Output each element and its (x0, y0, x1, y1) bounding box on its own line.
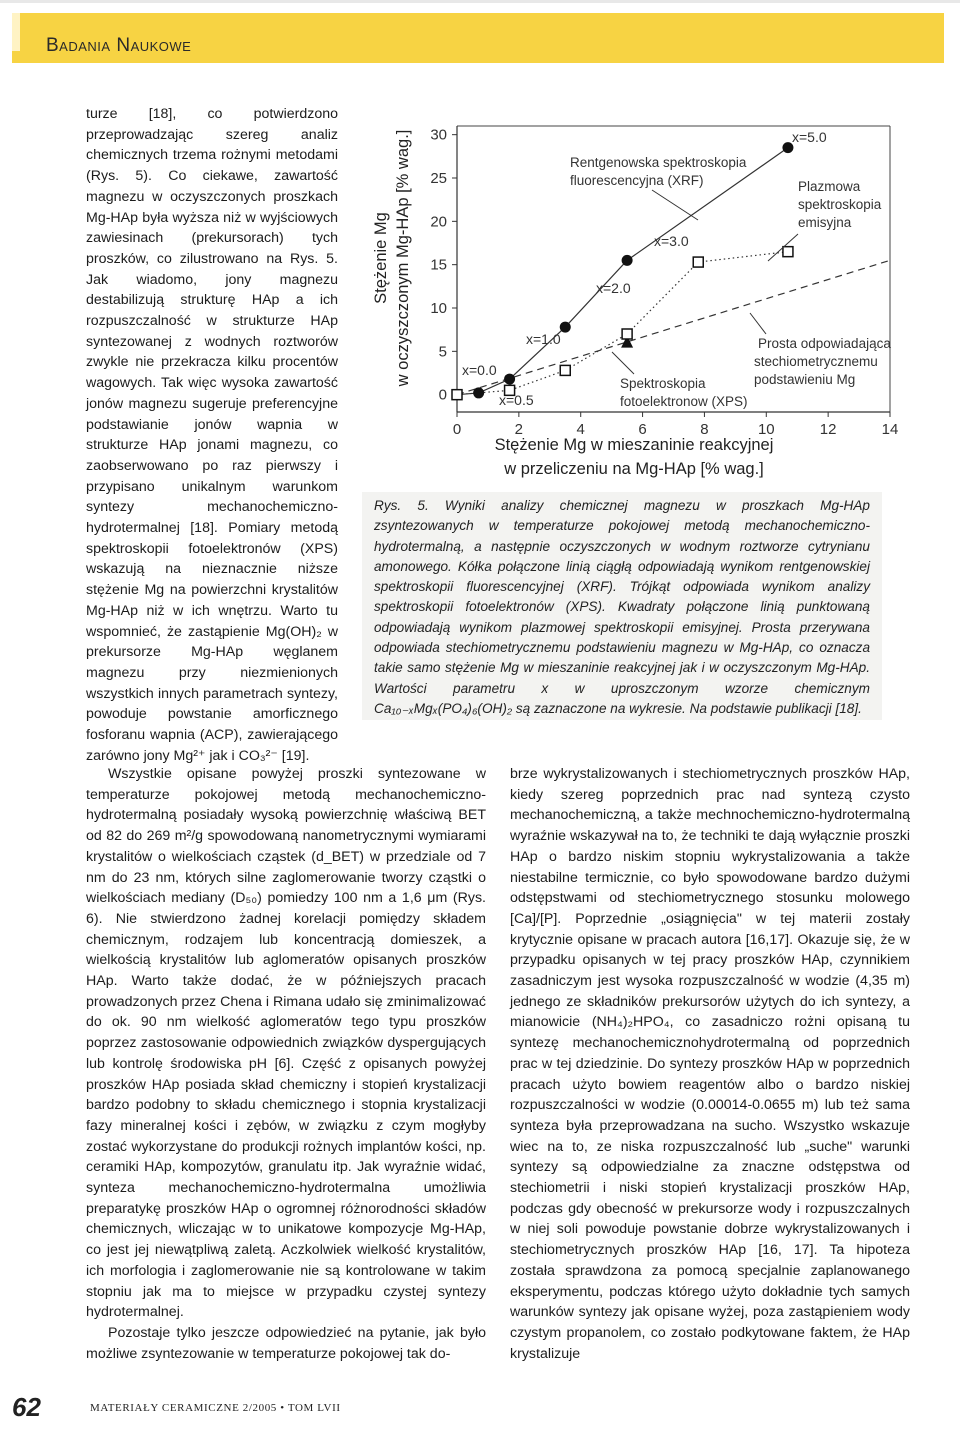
xrf-point (622, 255, 633, 266)
xrf-label-line1: Rentgenowska spektroskopia (570, 155, 747, 170)
x-axis-label-line1: Stężenie Mg w mieszaninie reakcyjnej (494, 436, 774, 454)
series-line-2 (457, 252, 788, 395)
figure-caption: Rys. 5. Wyniki analizy chemicznej magnezu w proszkach Mg-HAp zsyntezowanych w temperaturze pokojowej metodą mechanochemiczno-hydrotermalną, a następnie oczyszczonych w wodnym roztworze cytrynianu amonowego. Kółka połączone linią ciągłą odpowiadają wynikom rentgenowskiej spektroskopii fluorescencyjnej (XRF). Trójkąt odpowiada wynikom analizy spektroskopii fotoelektronów (XPS). Kwadraty połączone linią punktowaną odpowiadają wynikom plazmowej spektroskopii emisyjnej. Prosta przerywana odpowiada stechiometrycznemu podstawieniu magnezu w Mg-HAp, co oznacza takie samo stężenie Mg w mieszaninie reakcyjnej jak i w oczyszczonym Mg-HAp. Wartości parametru x w uproszczonym wzorze chemicznym Ca₁₀₋ₓMgₓ(PO₄)₆(OH)₂ są zaznaczone na wykresie. Na podstawie publikacji [18]. (374, 498, 870, 716)
left-column-bottom-text (86, 764, 486, 1364)
page-number: 62 (12, 1392, 41, 1422)
chart-svg (362, 108, 899, 488)
x-value-label: x=2.0 (596, 280, 631, 296)
xrf-leader (652, 190, 698, 220)
header-mark (12, 13, 20, 51)
x-tick-label: 14 (881, 421, 899, 438)
icp-label-line1: Plazmowa (798, 179, 861, 194)
x-tick-label: 4 (576, 421, 585, 438)
icp-point (622, 329, 632, 339)
x-axis-label-line2: w przeliczeniu na Mg-HAp [% wag.] (504, 460, 764, 478)
xps-leader (612, 352, 634, 374)
x-tick-label: 8 (700, 421, 709, 438)
y-tick-label: 15 (430, 256, 447, 274)
left-column-top-text (86, 104, 338, 767)
stoich-leader (750, 313, 766, 334)
icp-point (783, 247, 793, 257)
y-axis-label-line2: w oczyszczonym Mg-HAp [% wag.] (394, 129, 412, 387)
xrf-point (504, 374, 515, 385)
y-tick-label: 5 (438, 343, 447, 361)
stoich-label-line1: Prosta odpowiadająca (758, 336, 891, 351)
y-tick-label: 20 (430, 213, 447, 231)
xrf-label-line2: fluorescencyjna (XRF) (570, 173, 704, 188)
x-tick-label: 0 (452, 421, 462, 438)
icp-label-line2: spektroskopia (798, 197, 882, 212)
xrf-point (473, 387, 484, 398)
y-tick-label: 0 (438, 386, 447, 404)
y-tick-label: 25 (430, 170, 447, 187)
xps-label-line1: Spektroskopia (620, 376, 706, 391)
x-tick-label: 6 (638, 421, 647, 438)
x-tick-label: 12 (819, 421, 837, 438)
figure-caption-box (362, 492, 882, 720)
icp-label-line3: emisyjna (798, 215, 852, 230)
journal-name: MATERIAŁY CERAMICZNE 2/2005 • TOM LVII (90, 1402, 341, 1414)
y-axis-label-line1: Stężenie Mg (372, 212, 390, 304)
xrf-point (560, 322, 571, 333)
top-rule (0, 0, 960, 3)
paragraph: Wszystkie opisane powyżej proszki syntezowane w temperaturze pokojowej metodą mechanochemiczno-hydrotermalną posiadały wysoką powierzchnię właściwą BET od 82 do 269 m²/g spowodowaną nanometrycznymi wymiarami krystalitów o wielkościach cząstek (d_BET) w przedziale od 7 nm do 23 nm, których silne zaglomerowanie tworzy cząstki o wielkościach mediany (D₅₀) pomiedzy 100 nm a 1,6 μm (Rys. 6). Nie stwierdzono żadnej korelacji pomiędzy składem chemicznym, rodzajem lub koncentracją domieszek, a wielkością krystalitów lub aglomeratów opisanych proszków HAp. Warto także dodać, że w późniejszych pracach prowadzonych przez Chena i Rimana udało się zminimalizować do ok. 90 nm wielkość aglomeratów tego typu proszków poprzez zastosowanie odpowiednich związków dyspergujących lub kontrolę środowiska pH [6]. Część z opisanych powyżej proszków HAp posiada skład chemiczny i stopień krystalizacji bardzo podobny to składu chemicznego i stopnia krystalizacji fazy mineralnej kości i zębów, w związku z czym mogłyby zostać wykorzystane do produkcji rożnych implantów kości, np. ceramiki HAp, kompozytów, granulatu itp. Jak wyraźnie widać, synteza mechanochemiczno-hydrotermalna umożliwia preparatykę proszków HAp o ogromnej różnorodności składów chemicznych, wliczając w to unikatowe kompozycje Mg-HAp, co jest jej niewątpliwą zaletą. Aczkolwiek wielkość krystalitów, ich morfologia i zaglomerowanie nie są kontrolowane w takim stopniu jak ma to miejsce w przypadku czystej syntezy hydrotermalnej. (86, 766, 486, 1321)
x-tick-label: 2 (514, 421, 524, 438)
right-column-text (510, 764, 910, 1364)
section-header (12, 13, 944, 63)
figure-5-chart (362, 108, 899, 488)
stoich-label-line2: stechiometrycznemu (754, 354, 878, 369)
x-value-label: x=0.5 (499, 392, 534, 408)
x-value-label: x=3.0 (654, 233, 689, 249)
x-value-label: x=5.0 (792, 129, 827, 145)
icp-point (452, 390, 462, 400)
x-tick-label: 10 (757, 421, 775, 438)
section-title: Badania Naukowe (46, 35, 192, 56)
xps-label-line2: fotoelektronow (XPS) (620, 394, 748, 409)
paragraph: brze wykrystalizowanych i stechiometrycznych proszków HAp, kiedy szereg poprzednich prac nad syntezą czysto mechanochemiczną, a także mechnochemiczno-hydrotermalną wyraźnie wskazywał na to, że techniki te dają wyłącznie proszki HAp o bardzo niskim stopniu wykrystalizowania a także niestabilne termicznie, co było spowodowane bardzo dużymi odstępstwami od stechiometrycznego stosunku molowego [Ca]/[P]. Poprzednie „osiągnięcia" w tej materii zostały krytycznie opisane w pracach autora [16,17]. Okazuje się, że w przypadku opisanych w tej pracy proszków HAp, czynnikiem zasadniczym jest wysoka rozpuszczalność w wodzie (4,35 m) jednego ze składników prekursorów użytych do ich syntezy, a mianowicie (NH₄)₂HPO₄, co zasadniczo rożni opisaną tu syntezę mechanochemicznohydrotermalną od poprzednich prac w tej dziedzinie. Do syntezy proszków HAp w poprzednich pracach użyto bowiem reagentów albo o bardzo niskiej rozpuszczalności w wodzie (0.00014-0.0655 m) lub też sama synteza była przeprowadzana na sucho. Wszystko wskazuje wiec na to, ze niska rozpuszczalność lub „suche" warunki syntezy są odpowiedzialne za znaczne odstępstwa od stechiometrii i niski stopień krystalizacji proszków HAp, podczas gdy obecność w prekursorze wody i rozpuszczalnych w niej soli powoduje powstanie dobrze wykrystalizowanych i stechiometrycznych proszków HAp [16, 17]. Ta hipoteza została sprawdzona za pomocą specjalnie zaplanowanego eksperymentu, podczas którego użyto dokładnie tych samych warunków syntezy jak opisane wyżej, poza zastąpieniem wody czystym propanolem, co zostało podkytowane faktem, że HAp krystalizuje (510, 766, 910, 1362)
y-tick-label: 30 (430, 126, 447, 144)
paragraph: turze [18], co potwierdzono przeprowadzając szereg analiz chemicznych trzema rożnymi metodami (Rys. 5). Co ciekawe, zawartość magnezu w oczyszczonych proszkach Mg-HAp była wyższa niż w wyjściowych zawiesinach (prekursorach) tych proszków, co zilustrowano na Rys. 5. Jak wiadomo, jony magnezu destabilizują strukturę HAp a ich rozpuszczalność w strukturze HAp syntezowanej z wodnych roztworów zwykle nie przekracza kilku procentów wagowych. Tak więc wysoka zawartość jonów magnezu sugeruje preferencyjne podstawianie jonów wapnia w strukturze HAp jonami magnezu, co zaobserwowano po raz pierwszy i przypisano unikalnym warunkom syntezy mechanochemiczno-hydrotermalnej [18]. Pomiary metodą spektroskopii fotoelektronów (XPS) wskazują na nieznacznie niższe stężenie Mg na powierzchni krystalitów Mg-HAp niż w ich wnętrzu. Warto tu wspomnieć, że zastąpienie Mg(OH)₂ w prekursorze Mg-HAp węglanem magnezu przy niezmienionych wszystkich innych parametrach syntezy, powoduje powstanie amorficznego fosforanu wapnia (ACP), zawierającego zarówno jony Mg²⁺ jak i CO₃²⁻ [19]. (86, 106, 338, 764)
stoich-label-line3: podstawieniu Mg (754, 372, 856, 387)
x-value-label: x=1.0 (526, 331, 561, 347)
icp-point (693, 257, 703, 267)
icp-point (560, 365, 570, 375)
paragraph: Pozostaje tylko jeszcze odpowiedzieć na pytanie, jak było możliwe zsyntezowanie w temperaturze pokojowej tak do- (86, 1324, 486, 1362)
y-tick-label: 10 (430, 300, 447, 317)
x-value-label: x=0.0 (462, 362, 497, 378)
